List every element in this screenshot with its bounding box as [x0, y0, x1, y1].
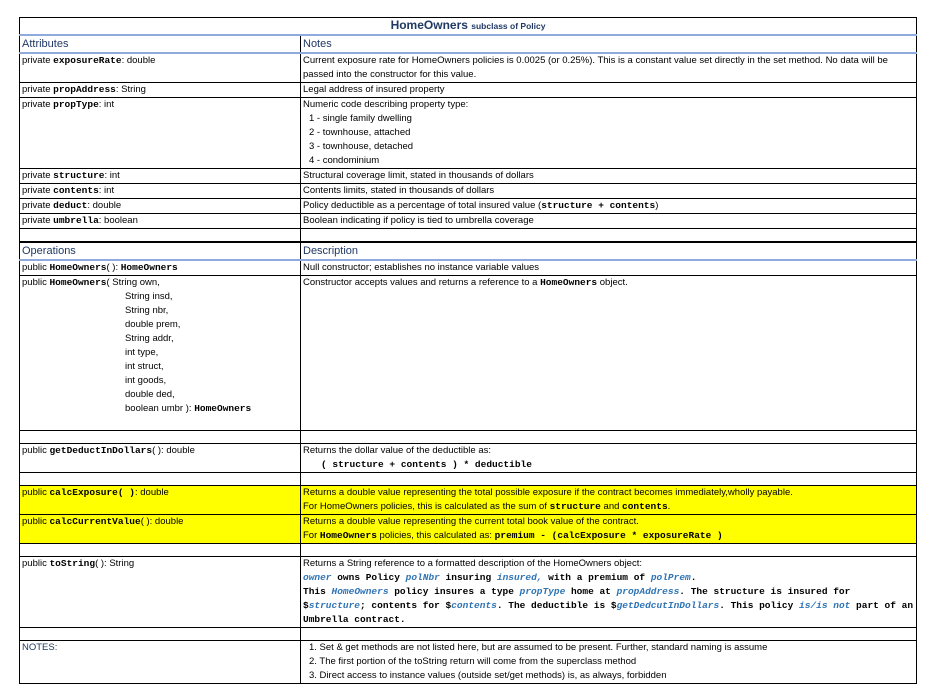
list-item: 2. The first portion of the toString return will come from the superclass method: [309, 656, 637, 667]
op-row: public toString( ): String Returns a String reference to a formatted description of the HomeOwners object: owner owns Policy polNbr insuring insured, with a premium of polPrem. This HomeOwners policy insures a type propType home at propAddress. The structure is insured for $structure; contents for $contents. The deductible is $getDedcutInDollars. This policy is/is not part of an Umbrella contract.: [20, 557, 917, 628]
list-item: 4 - condominium: [309, 155, 380, 166]
class-spec-table: [19, 17, 917, 684]
op-row: public HomeOwners( ): HomeOwners Null constructor; establishes no instance variable values: [20, 260, 917, 276]
spacer-row: [20, 544, 917, 557]
class-title: HomeOwners subclass of Policy: [20, 18, 917, 36]
notes-heading: Notes: [301, 35, 917, 53]
attr-row: private structure: int Structural coverage limit, stated in thousands of dollars: [20, 169, 917, 184]
op-row: public getDeductInDollars( ): double Returns the dollar value of the deductible as: ( structure + contents ) * deductible: [20, 444, 917, 473]
spacer-row: [20, 431, 917, 444]
list-item: 1 - single family dwelling: [309, 113, 412, 124]
spacer-row: [20, 628, 917, 641]
spacer-row: [20, 229, 917, 243]
attributes-heading: Attributes: [20, 35, 301, 53]
list-item: 1. Set & get methods are not listed here, but are assumed to be present. Further, standard naming is assume: [309, 642, 768, 653]
spacer-row: [20, 473, 917, 486]
notes-label: NOTES:: [20, 641, 301, 684]
attr-row: private propType: int Numeric code describing property type: 1 - single family dwelling 2 - townhouse, attached 3 - townhouse, detached 4 - condominium: [20, 98, 917, 169]
operations-heading: Operations: [20, 242, 301, 260]
notes-row: [20, 641, 917, 684]
attr-row: private exposureRate: double Current exposure rate for HomeOwners policies is 0.0025 (or 0.25%). This is a constant value set directly in the set method. No data will be passed into the constructor for this value.: [20, 53, 917, 83]
tostring-template: owner owns Policy polNbr insuring insured, with a premium of polPrem. This HomeOwners policy insures a type propType home at propAddress. The structure is insured for $structure; contents for $contents. The deductible is $getDedcutInDollars. This policy is/is not part of an Umbrella contract.: [303, 572, 914, 625]
list-item: 3 - townhouse, detached: [309, 141, 414, 152]
list-item: 2 - townhouse, attached: [309, 127, 411, 138]
list-item: 3. Direct access to instance values (outside set/get methods) is, as always, forbidden: [309, 670, 667, 681]
op-row-highlighted: public calcExposure( ): double Returns a double value representing the total possible exposure if the contract becomes immediately,wholly payable. For HomeOwners policies, this is calculated as the sum of structure and contents.: [20, 486, 917, 515]
attr-row: private contents: int Contents limits, stated in thousands of dollars: [20, 184, 917, 199]
title-row: [20, 18, 917, 36]
attr-row: private umbrella: boolean Boolean indicating if policy is tied to umbrella coverage: [20, 214, 917, 229]
operations-header: [20, 242, 917, 260]
attributes-header: [20, 35, 917, 53]
attr-row: private deduct: double Policy deductible as a percentage of total insured value (structure + contents): [20, 199, 917, 214]
op-row-highlighted: public calcCurrentValue( ): double Returns a double value representing the current total book value of the contract. For HomeOwners policies, this calculated as: premium - (calcExposure * exposureRate ): [20, 515, 917, 544]
attr-row: private propAddress: String Legal address of insured property: [20, 83, 917, 98]
description-heading: Description: [301, 242, 917, 260]
op-row: public HomeOwners( String own, String insd, String nbr, double prem, String addr, int type, int struct, int goods, double ded, boolean umbr ): HomeOwners Constructor accepts values and returns a reference to a HomeOwners object.: [20, 276, 917, 431]
